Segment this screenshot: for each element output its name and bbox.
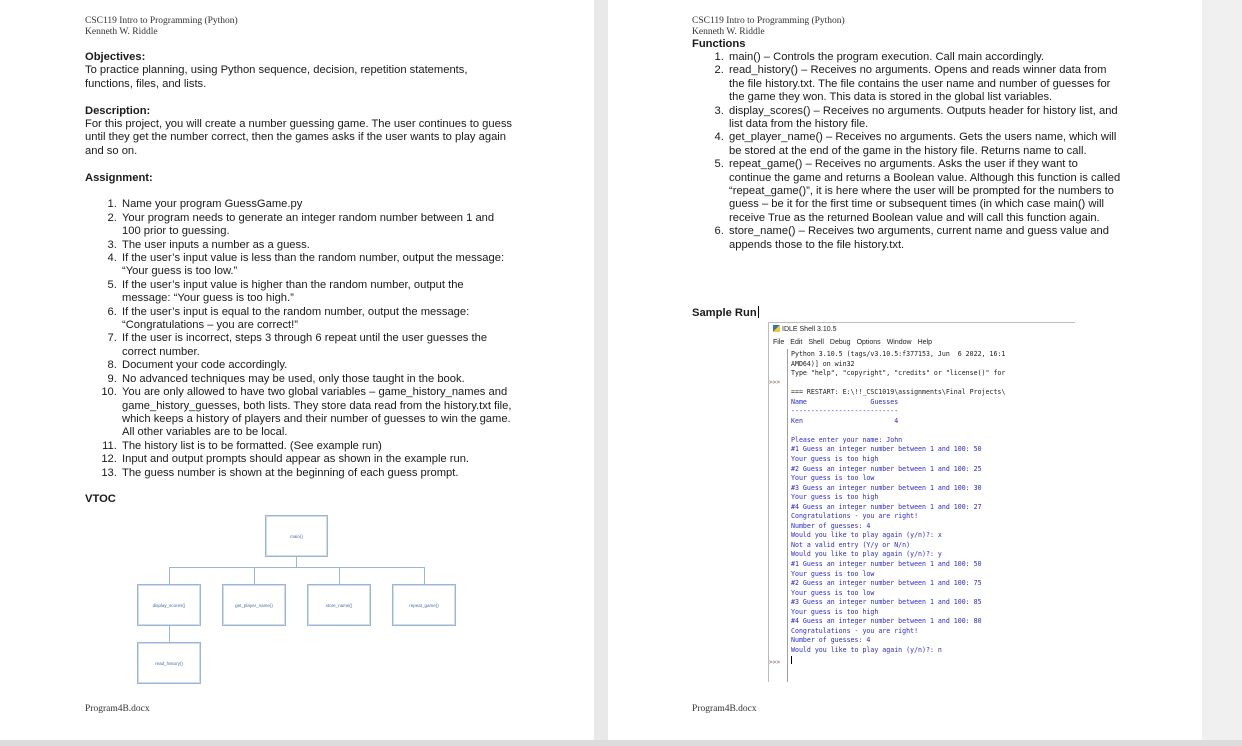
idle-menubar xyxy=(769,337,1075,349)
shell-line: --------------------------- xyxy=(791,407,899,416)
function-item: 1. main() – Controls the program execution. Call main accordingly. xyxy=(727,51,1122,64)
sample-run-heading: Sample Run xyxy=(692,307,757,319)
objectives-heading: Objectives: xyxy=(85,51,146,63)
page-header: CSC119 Intro to Programming (Python) Kenneth W. Riddle xyxy=(85,16,238,37)
assignment-item: 5. If the user’s input value is higher than the random number, output the message: “Your guess is too high.” xyxy=(120,279,515,306)
vtoc-heading: VTOC xyxy=(85,493,116,506)
shell-line xyxy=(791,426,1075,436)
assignment-item: 4. If the user’s input value is less than the random number, output the message: “Your guess is too low.” xyxy=(120,252,515,279)
shell-line: Ken 4 xyxy=(791,416,899,425)
shell-line xyxy=(791,656,1075,666)
assignment-item: 2. Your program needs to generate an integer random number between 1 and 100 prior to guessing. xyxy=(120,212,515,239)
shell-line: Your guess is too low xyxy=(791,474,875,483)
description-text: For this project, you will create a number guessing game. The user continues to guess until they get the number correct, then the games asks if the user wants to play again and so on. xyxy=(85,118,513,157)
page-header: CSC119 Intro to Programming (Python) Kenneth W. Riddle xyxy=(692,16,845,37)
idle-menu-item[interactable]: Window xyxy=(886,339,912,346)
assignment-item: 6. If the user’s input is equal to the random number, output the message: “Congratulations – you are correct!” xyxy=(120,306,515,333)
assignment-item: 9. No advanced techniques may be used, only those taught in the book. xyxy=(120,373,515,386)
assignment-heading: Assignment: xyxy=(85,171,153,184)
shell-line: #1 Guess an integer number between 1 and 100: 50 xyxy=(791,445,982,454)
idle-shell-screenshot xyxy=(768,322,1075,682)
shell-line: Number of guesses: 4 xyxy=(791,636,871,645)
shell-line: Your guess is too high xyxy=(791,493,879,502)
shell-line: #2 Guess an integer number between 1 and 100: 75 xyxy=(791,579,982,588)
shell-line: Number of guesses: 4 xyxy=(791,521,871,530)
shell-line: Your guess is too high xyxy=(791,607,879,616)
shell-line xyxy=(791,379,1075,389)
function-item: 6. store_name() – Receives two arguments, current name and guess value and appends those to the file history.txt. xyxy=(727,225,1122,252)
assignment-item: 13. The guess number is shown at the beginning of each guess prompt. xyxy=(120,467,515,480)
vtoc-box-repeat-game: repeat_game() xyxy=(392,584,456,626)
function-item: 5. repeat_game() – Receives no arguments. Asks the user if they want to continue the game and returns a Boolean value. Although this function is called “repeat_game()”, it is here where the user will be prompted for the numbers to guess – be it for the first time or subsequent times (in which case main() will receive True as the returned Boolean value and will call this function again. xyxy=(727,158,1122,225)
workspace-background xyxy=(1202,0,1242,746)
idle-menu-item[interactable]: Edit xyxy=(790,339,803,346)
assignment-item: 7. If the user is incorrect, steps 3 through 6 repeat until the user guesses the correct number. xyxy=(120,332,515,359)
assignment-item: 10. You are only allowed to have two global variables – game_history_names and game_history_guesses, both lists. They store data read from the history.txt file, which keeps a history of players and their number of guesses to win the game. All other variables are to be local. xyxy=(120,386,515,440)
shell-line: Please enter your name: John xyxy=(791,435,903,444)
shell-line: Congratulations - you are right! xyxy=(791,512,919,521)
vtoc-box-read-history: read_history() xyxy=(137,642,201,684)
assignment-item: 11. The history list is to be formatted. (See example run) xyxy=(120,440,515,453)
idle-prompt-gutter xyxy=(769,349,788,682)
assignment-item: 12. Input and output prompts should appear as shown in the example run. xyxy=(120,453,515,466)
idle-menu-item[interactable]: Help xyxy=(917,339,932,346)
shell-line: Python 3.10.5 (tags/v3.10.5:f377153, Jun 6 2022, 16:1 xyxy=(791,350,1006,358)
assignment-item: 8. Document your code accordingly. xyxy=(120,359,515,372)
page-footer: Program4B.docx xyxy=(85,704,150,714)
shell-line: Your guess is too low xyxy=(791,569,875,578)
function-item: 2. read_history() – Receives no arguments. Opens and reads winner data from the file history.txt. The file contains the user name and number of guesses for the game they won. This data is stored in the global list variables. xyxy=(727,64,1122,104)
vtoc-box-display-scores: display_scores() xyxy=(137,584,201,626)
vtoc-box-get-player-name: get_player_name() xyxy=(222,584,286,626)
text-cursor xyxy=(758,306,759,318)
idle-shell-output xyxy=(791,350,1075,665)
shell-line: #2 Guess an integer number between 1 and 100: 25 xyxy=(791,464,982,473)
shell-prompt: >>> xyxy=(769,659,781,666)
shell-line: #4 Guess an integer number between 1 and 100: 27 xyxy=(791,502,982,511)
shell-line: #4 Guess an integer number between 1 and 100: 80 xyxy=(791,617,982,626)
shell-line: #3 Guess an integer number between 1 and 100: 30 xyxy=(791,483,982,492)
assignment-list xyxy=(85,198,515,480)
objectives-text: To practice planning, using Python sequence, decision, repetition statements, functions, files, and lists. xyxy=(85,64,468,90)
functions-heading: Functions xyxy=(692,38,746,50)
shell-line: Type "help", "copyright", "credits" or "license()" for xyxy=(791,369,1006,378)
idle-menu-item[interactable]: Options xyxy=(856,339,881,346)
idle-menu-item[interactable]: Debug xyxy=(829,339,851,346)
idle-menu-item[interactable]: Shell xyxy=(808,339,824,346)
bottom-bar xyxy=(0,740,1242,746)
assignment-item: 1. Name your program GuessGame.py xyxy=(120,198,515,211)
shell-line: Congratulations - you are right! xyxy=(791,626,919,635)
document-page-1 xyxy=(0,0,594,740)
shell-line: Would you like to play again (y/n)?: y xyxy=(791,550,942,559)
shell-line: === RESTART: E:\!!_CSC1019\assignments\Final Projects\ xyxy=(791,388,1006,397)
vtoc-diagram xyxy=(0,500,594,700)
page-body xyxy=(85,51,515,507)
python-logo-icon xyxy=(773,325,780,332)
shell-line: AMD64)] on win32 xyxy=(791,359,855,368)
page-footer: Program4B.docx xyxy=(692,704,757,714)
assignment-item: 3. The user inputs a number as a guess. xyxy=(120,239,515,252)
vtoc-box-store-name: store_name() xyxy=(307,584,371,626)
shell-line: Name Guesses xyxy=(791,397,899,406)
function-item: 4. get_player_name() – Receives no arguments. Gets the users name, which will be stored at the end of the game in the history file. Returns name to call. xyxy=(727,131,1122,158)
shell-line: Not a valid entry (Y/y or N/n) xyxy=(791,540,911,549)
shell-line: Would you like to play again (y/n)?: n xyxy=(791,645,942,654)
shell-line: #3 Guess an integer number between 1 and 100: 85 xyxy=(791,598,982,607)
page-gutter xyxy=(594,0,608,746)
idle-menu-item[interactable]: File xyxy=(773,339,785,346)
shell-line: Your guess is too low xyxy=(791,588,875,597)
shell-line: Your guess is too high xyxy=(791,455,879,464)
function-item: 3. display_scores() – Receives no arguments. Outputs header for history list, and list data from the history file. xyxy=(727,105,1122,132)
description-heading: Description: xyxy=(85,104,151,117)
shell-line: #1 Guess an integer number between 1 and 100: 50 xyxy=(791,560,982,569)
idle-titlebar: IDLE Shell 3.10.5 xyxy=(769,323,1075,337)
vtoc-box-main: main() xyxy=(265,515,328,557)
shell-line: Would you like to play again (y/n)?: x xyxy=(791,531,942,540)
functions-list xyxy=(692,51,1122,252)
shell-prompt: >>> xyxy=(769,379,781,386)
